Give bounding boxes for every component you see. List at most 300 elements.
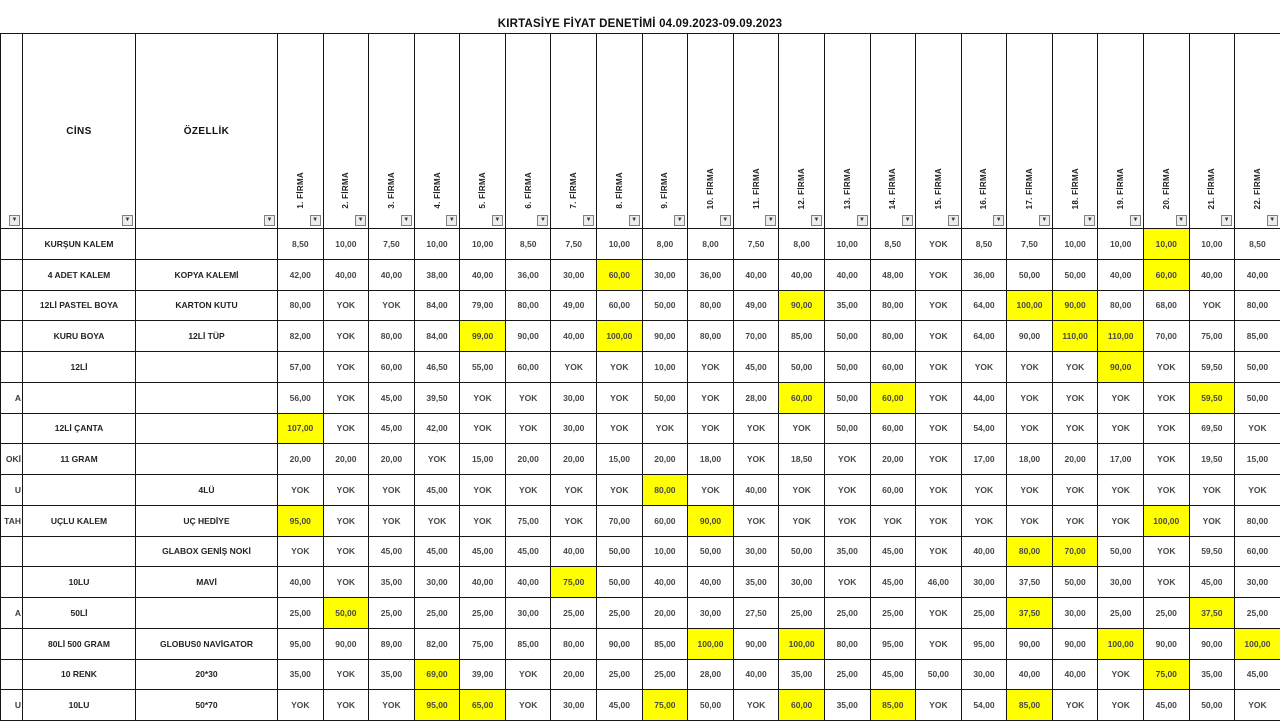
price-cell[interactable]: YOK (779, 475, 825, 506)
filter-dropdown-icon[interactable]: ▼ (355, 215, 366, 226)
firm-column-header[interactable] (1052, 34, 1098, 229)
firm-column-header[interactable] (1189, 34, 1235, 229)
price-cell[interactable]: 70,00 (597, 505, 643, 536)
price-cell[interactable]: YOK (824, 475, 870, 506)
firm-column-header[interactable] (642, 34, 688, 229)
price-cell[interactable]: 50,00 (916, 659, 962, 690)
price-cell[interactable]: 25,00 (824, 598, 870, 629)
fragment-cell[interactable] (1, 229, 23, 260)
price-cell[interactable]: 35,00 (824, 536, 870, 567)
price-cell[interactable]: 90,00 (1052, 290, 1098, 321)
fragment-cell[interactable] (1, 659, 23, 690)
price-cell[interactable]: 40,00 (278, 567, 324, 598)
price-cell[interactable]: YOK (278, 536, 324, 567)
cut-column-header[interactable] (1, 34, 23, 229)
price-cell[interactable]: YOK (916, 628, 962, 659)
price-cell[interactable]: 25,00 (961, 598, 1007, 629)
price-cell[interactable]: YOK (916, 444, 962, 475)
price-cell[interactable]: 40,00 (733, 659, 779, 690)
ozellik-cell[interactable]: GLOBUS0 NAVİGATOR (136, 628, 278, 659)
price-cell[interactable]: 35,00 (1189, 659, 1235, 690)
price-cell[interactable]: YOK (551, 475, 597, 506)
price-cell[interactable]: YOK (369, 505, 415, 536)
price-cell[interactable]: 79,00 (460, 290, 506, 321)
price-cell[interactable]: 50,00 (824, 382, 870, 413)
price-cell[interactable]: YOK (1143, 352, 1189, 383)
price-cell[interactable]: 40,00 (460, 259, 506, 290)
price-cell[interactable]: 54,00 (961, 413, 1007, 444)
price-cell[interactable]: YOK (460, 475, 506, 506)
price-cell[interactable]: 20,00 (369, 444, 415, 475)
price-cell[interactable]: 70,00 (1143, 321, 1189, 352)
price-cell[interactable]: 15,00 (597, 444, 643, 475)
price-cell[interactable]: 59,50 (1189, 382, 1235, 413)
fragment-cell[interactable]: OKİ (1, 444, 23, 475)
price-cell[interactable]: YOK (278, 475, 324, 506)
price-cell[interactable]: 55,00 (460, 352, 506, 383)
filter-dropdown-icon[interactable]: ▼ (1084, 215, 1095, 226)
price-cell[interactable]: 50,00 (642, 382, 688, 413)
price-cell[interactable]: 15,00 (460, 444, 506, 475)
price-cell[interactable]: 25,00 (597, 598, 643, 629)
price-cell[interactable]: 46,00 (916, 567, 962, 598)
price-cell[interactable]: 10,00 (414, 229, 460, 260)
price-cell[interactable]: YOK (688, 382, 734, 413)
price-cell[interactable]: 8,50 (505, 229, 551, 260)
price-cell[interactable]: YOK (505, 690, 551, 721)
price-cell[interactable]: 25,00 (460, 598, 506, 629)
price-cell[interactable]: 80,00 (1235, 505, 1280, 536)
price-cell[interactable]: 45,00 (460, 536, 506, 567)
price-cell[interactable]: 40,00 (642, 567, 688, 598)
price-cell[interactable]: 37,50 (1007, 598, 1053, 629)
price-cell[interactable]: 45,00 (1235, 659, 1280, 690)
price-cell[interactable]: YOK (1007, 382, 1053, 413)
price-cell[interactable]: 30,00 (1098, 567, 1144, 598)
price-cell[interactable]: 80,00 (551, 628, 597, 659)
price-cell[interactable]: 8,00 (688, 229, 734, 260)
firm-column-header[interactable] (1235, 34, 1280, 229)
price-cell[interactable]: 60,00 (1143, 259, 1189, 290)
price-cell[interactable]: 60,00 (779, 382, 825, 413)
price-cell[interactable]: 85,00 (642, 628, 688, 659)
price-cell[interactable]: 84,00 (414, 290, 460, 321)
price-cell[interactable]: 20,00 (323, 444, 369, 475)
firm-column-header[interactable] (414, 34, 460, 229)
price-cell[interactable]: 60,00 (642, 505, 688, 536)
price-cell[interactable]: YOK (1098, 413, 1144, 444)
cins-cell[interactable] (23, 475, 136, 506)
price-cell[interactable]: YOK (1098, 659, 1144, 690)
price-cell[interactable]: 10,00 (323, 229, 369, 260)
price-cell[interactable]: 42,00 (278, 259, 324, 290)
price-cell[interactable]: YOK (323, 536, 369, 567)
price-cell[interactable]: 30,00 (961, 567, 1007, 598)
price-cell[interactable]: 64,00 (961, 290, 1007, 321)
price-cell[interactable]: 80,00 (824, 628, 870, 659)
ozellik-cell[interactable]: MAVİ (136, 567, 278, 598)
price-cell[interactable]: YOK (460, 382, 506, 413)
price-cell[interactable]: 45,00 (597, 690, 643, 721)
price-cell[interactable]: 10,00 (1189, 229, 1235, 260)
price-cell[interactable]: YOK (460, 505, 506, 536)
price-cell[interactable]: YOK (1143, 413, 1189, 444)
price-cell[interactable]: 69,00 (414, 659, 460, 690)
price-cell[interactable]: 89,00 (369, 628, 415, 659)
price-cell[interactable]: 100,00 (688, 628, 734, 659)
price-cell[interactable]: 50,00 (323, 598, 369, 629)
price-cell[interactable]: YOK (824, 444, 870, 475)
price-cell[interactable]: 10,00 (1143, 229, 1189, 260)
price-cell[interactable]: 90,00 (1189, 628, 1235, 659)
price-cell[interactable]: 45,00 (414, 536, 460, 567)
price-cell[interactable]: 35,00 (779, 659, 825, 690)
price-cell[interactable]: 35,00 (278, 659, 324, 690)
price-cell[interactable]: 40,00 (1189, 259, 1235, 290)
price-cell[interactable]: 50,00 (597, 536, 643, 567)
price-cell[interactable]: 18,00 (1007, 444, 1053, 475)
price-cell[interactable]: 8,00 (642, 229, 688, 260)
price-cell[interactable]: 85,00 (505, 628, 551, 659)
price-cell[interactable]: YOK (323, 567, 369, 598)
price-cell[interactable]: 80,00 (870, 321, 916, 352)
price-cell[interactable]: YOK (1007, 475, 1053, 506)
price-cell[interactable]: 19,50 (1189, 444, 1235, 475)
price-cell[interactable]: 40,00 (1235, 259, 1280, 290)
price-cell[interactable]: YOK (779, 413, 825, 444)
price-cell[interactable]: 40,00 (1007, 659, 1053, 690)
price-cell[interactable]: 82,00 (414, 628, 460, 659)
filter-dropdown-icon[interactable]: ▼ (720, 215, 731, 226)
ozellik-cell[interactable]: KOPYA KALEMİ (136, 259, 278, 290)
price-cell[interactable]: YOK (323, 290, 369, 321)
price-cell[interactable]: 25,00 (369, 598, 415, 629)
cins-cell[interactable]: KURU BOYA (23, 321, 136, 352)
price-cell[interactable]: 45,00 (369, 382, 415, 413)
price-cell[interactable]: 54,00 (961, 690, 1007, 721)
price-cell[interactable]: 7,50 (1007, 229, 1053, 260)
price-cell[interactable]: 110,00 (1098, 321, 1144, 352)
ozellik-cell[interactable] (136, 229, 278, 260)
price-cell[interactable]: 30,00 (779, 567, 825, 598)
ozellik-cell[interactable]: 4LÜ (136, 475, 278, 506)
price-cell[interactable]: YOK (916, 229, 962, 260)
price-cell[interactable]: 20,00 (551, 659, 597, 690)
price-cell[interactable]: 49,00 (551, 290, 597, 321)
price-cell[interactable]: YOK (916, 475, 962, 506)
cins-cell[interactable]: 10LU (23, 567, 136, 598)
price-cell[interactable]: YOK (1098, 505, 1144, 536)
price-cell[interactable]: YOK (1098, 382, 1144, 413)
price-cell[interactable]: YOK (824, 505, 870, 536)
price-cell[interactable]: YOK (597, 382, 643, 413)
price-cell[interactable]: 30,00 (414, 567, 460, 598)
price-cell[interactable]: 85,00 (779, 321, 825, 352)
price-cell[interactable]: 40,00 (551, 536, 597, 567)
price-cell[interactable]: 60,00 (870, 475, 916, 506)
price-cell[interactable]: YOK (505, 659, 551, 690)
price-cell[interactable]: YOK (961, 505, 1007, 536)
price-cell[interactable]: 36,00 (505, 259, 551, 290)
filter-dropdown-icon[interactable]: ▼ (1221, 215, 1232, 226)
price-cell[interactable]: YOK (1007, 352, 1053, 383)
price-cell[interactable]: 25,00 (870, 598, 916, 629)
price-cell[interactable]: YOK (688, 413, 734, 444)
price-cell[interactable]: 82,00 (278, 321, 324, 352)
price-cell[interactable]: 100,00 (1235, 628, 1280, 659)
price-cell[interactable]: 95,00 (278, 505, 324, 536)
price-cell[interactable]: 60,00 (597, 259, 643, 290)
filter-dropdown-icon[interactable]: ▼ (9, 215, 20, 226)
ozellik-cell[interactable]: GLABOX GENİŞ NOKİ (136, 536, 278, 567)
price-cell[interactable]: 70,00 (1052, 536, 1098, 567)
price-cell[interactable]: YOK (1143, 536, 1189, 567)
cins-cell[interactable]: 12Lİ ÇANTA (23, 413, 136, 444)
price-cell[interactable]: 40,00 (688, 567, 734, 598)
price-cell[interactable]: YOK (1052, 690, 1098, 721)
price-cell[interactable]: 30,00 (1235, 567, 1280, 598)
ozellik-cell[interactable] (136, 413, 278, 444)
price-cell[interactable]: 99,00 (460, 321, 506, 352)
price-cell[interactable]: YOK (824, 567, 870, 598)
price-cell[interactable]: 80,00 (870, 290, 916, 321)
price-cell[interactable]: 49,00 (733, 290, 779, 321)
cins-cell[interactable]: 10LU (23, 690, 136, 721)
price-cell[interactable]: 30,00 (961, 659, 1007, 690)
price-cell[interactable]: 59,50 (1189, 352, 1235, 383)
price-cell[interactable]: 45,00 (1143, 690, 1189, 721)
price-cell[interactable]: YOK (916, 321, 962, 352)
price-cell[interactable]: 40,00 (733, 475, 779, 506)
price-cell[interactable]: 39,50 (414, 382, 460, 413)
price-cell[interactable]: 25,00 (414, 598, 460, 629)
price-cell[interactable]: 90,00 (688, 505, 734, 536)
price-cell[interactable]: 50,00 (1098, 536, 1144, 567)
price-cell[interactable]: YOK (323, 413, 369, 444)
fragment-cell[interactable]: U (1, 475, 23, 506)
price-cell[interactable]: 40,00 (733, 259, 779, 290)
price-cell[interactable]: 27,50 (733, 598, 779, 629)
ozellik-cell[interactable]: UÇ HEDİYE (136, 505, 278, 536)
price-cell[interactable]: 40,00 (1098, 259, 1144, 290)
fragment-cell[interactable] (1, 321, 23, 352)
firm-column-header[interactable] (278, 34, 324, 229)
price-cell[interactable]: 7,50 (733, 229, 779, 260)
filter-dropdown-icon[interactable]: ▼ (674, 215, 685, 226)
price-cell[interactable]: 18,00 (688, 444, 734, 475)
cins-cell[interactable]: 4 ADET KALEM (23, 259, 136, 290)
price-cell[interactable]: 60,00 (369, 352, 415, 383)
price-cell[interactable]: YOK (916, 536, 962, 567)
price-cell[interactable]: YOK (1052, 505, 1098, 536)
price-cell[interactable]: 90,00 (597, 628, 643, 659)
firm-column-header[interactable] (916, 34, 962, 229)
fragment-cell[interactable] (1, 628, 23, 659)
price-cell[interactable]: 100,00 (779, 628, 825, 659)
price-cell[interactable]: 48,00 (870, 259, 916, 290)
price-cell[interactable]: 50,00 (824, 321, 870, 352)
fragment-cell[interactable] (1, 413, 23, 444)
price-cell[interactable]: 60,00 (505, 352, 551, 383)
price-cell[interactable]: YOK (688, 475, 734, 506)
price-cell[interactable]: YOK (505, 475, 551, 506)
price-cell[interactable]: 90,00 (642, 321, 688, 352)
price-cell[interactable]: YOK (733, 444, 779, 475)
firm-column-header[interactable] (460, 34, 506, 229)
price-cell[interactable]: 20,00 (642, 598, 688, 629)
price-cell[interactable]: 25,00 (1098, 598, 1144, 629)
price-cell[interactable]: 10,00 (824, 229, 870, 260)
price-cell[interactable]: YOK (323, 475, 369, 506)
price-cell[interactable]: YOK (733, 690, 779, 721)
price-cell[interactable]: YOK (1052, 352, 1098, 383)
price-cell[interactable]: 20,00 (278, 444, 324, 475)
price-cell[interactable]: YOK (870, 505, 916, 536)
price-cell[interactable]: 44,00 (961, 382, 1007, 413)
price-cell[interactable]: 75,00 (1143, 659, 1189, 690)
price-cell[interactable]: YOK (323, 659, 369, 690)
firm-column-header[interactable] (505, 34, 551, 229)
price-cell[interactable]: YOK (323, 690, 369, 721)
price-cell[interactable]: 28,00 (733, 382, 779, 413)
price-cell[interactable]: YOK (961, 475, 1007, 506)
price-cell[interactable]: YOK (1143, 444, 1189, 475)
price-cell[interactable]: YOK (916, 259, 962, 290)
price-cell[interactable]: 37,50 (1007, 567, 1053, 598)
price-cell[interactable]: 7,50 (369, 229, 415, 260)
price-cell[interactable]: 35,00 (824, 690, 870, 721)
price-cell[interactable]: 25,00 (1143, 598, 1189, 629)
price-cell[interactable]: 25,00 (597, 659, 643, 690)
price-cell[interactable]: 60,00 (870, 382, 916, 413)
price-cell[interactable]: 30,00 (505, 598, 551, 629)
price-cell[interactable]: 46,50 (414, 352, 460, 383)
price-cell[interactable]: 50,00 (779, 352, 825, 383)
price-cell[interactable]: YOK (1098, 475, 1144, 506)
price-cell[interactable]: 50,00 (1052, 259, 1098, 290)
price-cell[interactable]: 25,00 (278, 598, 324, 629)
price-cell[interactable]: YOK (916, 690, 962, 721)
price-cell[interactable]: 100,00 (1098, 628, 1144, 659)
price-cell[interactable]: 45,00 (369, 413, 415, 444)
cins-cell[interactable]: UÇLU KALEM (23, 505, 136, 536)
price-cell[interactable]: 50,00 (688, 536, 734, 567)
price-cell[interactable]: YOK (916, 598, 962, 629)
price-cell[interactable]: 35,00 (824, 290, 870, 321)
price-cell[interactable]: 90,00 (1143, 628, 1189, 659)
price-cell[interactable]: 30,00 (551, 413, 597, 444)
price-cell[interactable]: 38,00 (414, 259, 460, 290)
filter-dropdown-icon[interactable]: ▼ (122, 215, 133, 226)
price-cell[interactable]: YOK (414, 505, 460, 536)
price-cell[interactable]: 90,00 (1007, 628, 1053, 659)
filter-dropdown-icon[interactable]: ▼ (401, 215, 412, 226)
price-cell[interactable]: YOK (1235, 690, 1280, 721)
price-cell[interactable]: 60,00 (870, 413, 916, 444)
price-cell[interactable]: 40,00 (505, 567, 551, 598)
cins-cell[interactable]: 80Lİ 500 GRAM (23, 628, 136, 659)
price-cell[interactable]: 110,00 (1052, 321, 1098, 352)
price-cell[interactable]: 95,00 (414, 690, 460, 721)
price-cell[interactable]: YOK (505, 382, 551, 413)
price-cell[interactable]: 25,00 (551, 598, 597, 629)
price-cell[interactable]: 20,00 (642, 444, 688, 475)
price-cell[interactable]: YOK (1189, 505, 1235, 536)
filter-dropdown-icon[interactable]: ▼ (993, 215, 1004, 226)
fragment-cell[interactable]: A (1, 598, 23, 629)
cins-cell[interactable] (23, 382, 136, 413)
price-cell[interactable]: 18,50 (779, 444, 825, 475)
price-cell[interactable]: YOK (278, 690, 324, 721)
price-cell[interactable]: 7,50 (551, 229, 597, 260)
firm-column-header[interactable] (688, 34, 734, 229)
price-cell[interactable]: 50,00 (1235, 352, 1280, 383)
price-cell[interactable]: 40,00 (779, 259, 825, 290)
price-cell[interactable]: YOK (551, 352, 597, 383)
fragment-cell[interactable] (1, 259, 23, 290)
price-cell[interactable]: YOK (323, 382, 369, 413)
price-cell[interactable]: 107,00 (278, 413, 324, 444)
price-cell[interactable]: 30,00 (688, 598, 734, 629)
firm-column-header[interactable] (369, 34, 415, 229)
filter-dropdown-icon[interactable]: ▼ (264, 215, 275, 226)
price-cell[interactable]: YOK (369, 290, 415, 321)
price-cell[interactable]: 8,50 (961, 229, 1007, 260)
price-cell[interactable]: 30,00 (733, 536, 779, 567)
price-cell[interactable]: 50,00 (1189, 690, 1235, 721)
price-cell[interactable]: YOK (1098, 690, 1144, 721)
price-cell[interactable]: 30,00 (1052, 598, 1098, 629)
fragment-cell[interactable]: U (1, 690, 23, 721)
filter-dropdown-icon[interactable]: ▼ (629, 215, 640, 226)
price-cell[interactable]: 75,00 (642, 690, 688, 721)
price-cell[interactable]: 36,00 (961, 259, 1007, 290)
price-cell[interactable]: 80,00 (642, 475, 688, 506)
filter-dropdown-icon[interactable]: ▼ (811, 215, 822, 226)
price-cell[interactable]: YOK (1007, 505, 1053, 536)
price-cell[interactable]: 60,00 (1235, 536, 1280, 567)
filter-dropdown-icon[interactable]: ▼ (446, 215, 457, 226)
filter-dropdown-icon[interactable]: ▼ (310, 215, 321, 226)
price-cell[interactable]: 95,00 (278, 628, 324, 659)
price-cell[interactable]: 90,00 (505, 321, 551, 352)
ozellik-cell[interactable] (136, 382, 278, 413)
price-cell[interactable]: 20,00 (551, 444, 597, 475)
price-cell[interactable]: YOK (779, 505, 825, 536)
price-cell[interactable]: 95,00 (961, 628, 1007, 659)
fragment-cell[interactable]: A (1, 382, 23, 413)
filter-dropdown-icon[interactable]: ▼ (1176, 215, 1187, 226)
firm-column-header[interactable] (597, 34, 643, 229)
price-cell[interactable]: YOK (642, 413, 688, 444)
price-cell[interactable]: 30,00 (551, 382, 597, 413)
price-cell[interactable]: 45,00 (870, 659, 916, 690)
price-cell[interactable]: YOK (597, 413, 643, 444)
price-cell[interactable]: YOK (414, 444, 460, 475)
price-cell[interactable]: 50,00 (824, 413, 870, 444)
price-cell[interactable]: YOK (688, 352, 734, 383)
firm-column-header[interactable] (1143, 34, 1189, 229)
price-cell[interactable]: YOK (1052, 413, 1098, 444)
price-cell[interactable]: 50,00 (1052, 567, 1098, 598)
cins-cell[interactable]: 10 RENK (23, 659, 136, 690)
price-cell[interactable]: 90,00 (779, 290, 825, 321)
price-cell[interactable]: 90,00 (1007, 321, 1053, 352)
price-cell[interactable]: 17,00 (1098, 444, 1144, 475)
price-cell[interactable]: 45,00 (733, 352, 779, 383)
price-cell[interactable]: 20,00 (505, 444, 551, 475)
price-cell[interactable]: 45,00 (369, 536, 415, 567)
